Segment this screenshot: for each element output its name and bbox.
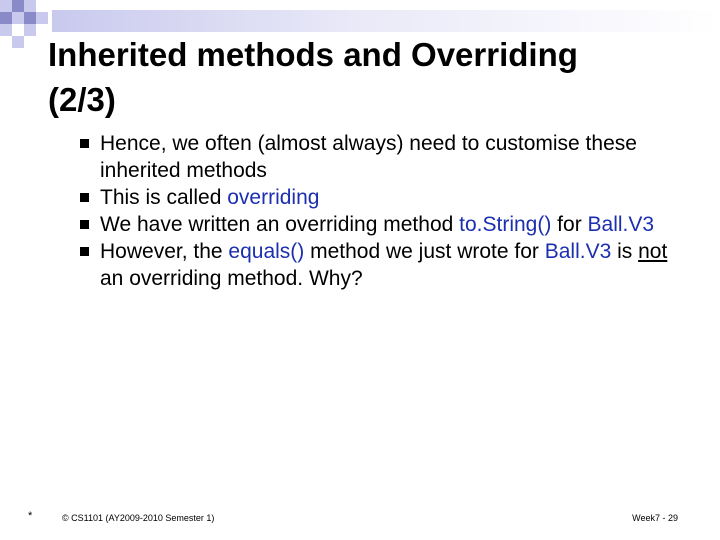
code-tostring: to.String() xyxy=(459,213,552,236)
bullet-item xyxy=(70,130,690,184)
code-equals: equals() xyxy=(228,240,305,263)
bullet-item xyxy=(70,211,690,238)
slide-title xyxy=(48,32,688,122)
bullet-item xyxy=(70,238,690,292)
emphasis-not: not xyxy=(638,240,668,263)
title-accent-band xyxy=(52,10,720,32)
footer-copyright: © CS1101 (AY2009-2010 Semester 1) xyxy=(62,513,215,523)
square-bullet-icon xyxy=(70,211,100,229)
square-bullet-icon xyxy=(70,238,100,256)
bullet-list xyxy=(70,130,690,292)
class-ballv3: Ball.V3 xyxy=(544,240,612,263)
term-overriding: overriding xyxy=(227,186,320,209)
bullet-text: This is called overriding xyxy=(100,186,320,209)
bullet-text: Hence, we often (almost always) need to customise these inherited methods xyxy=(100,132,637,182)
footer-page-number: Week7 - 29 xyxy=(632,513,678,523)
bullet-text: However, the equals() method we just wrote for Ball.V3 is not an overriding method. Why? xyxy=(100,240,668,290)
slide-title-line1: Inherited methods and Overriding xyxy=(48,36,578,73)
square-bullet-icon xyxy=(70,184,100,202)
bullet-text: We have written an overriding method to.String() for Ball.V3 xyxy=(100,213,655,236)
slide-title-line2: (2/3) xyxy=(48,81,116,118)
square-bullet-icon xyxy=(70,130,100,148)
class-ballv3: Ball.V3 xyxy=(587,213,655,236)
bullet-item xyxy=(70,184,690,211)
footer-star: * xyxy=(28,510,33,522)
